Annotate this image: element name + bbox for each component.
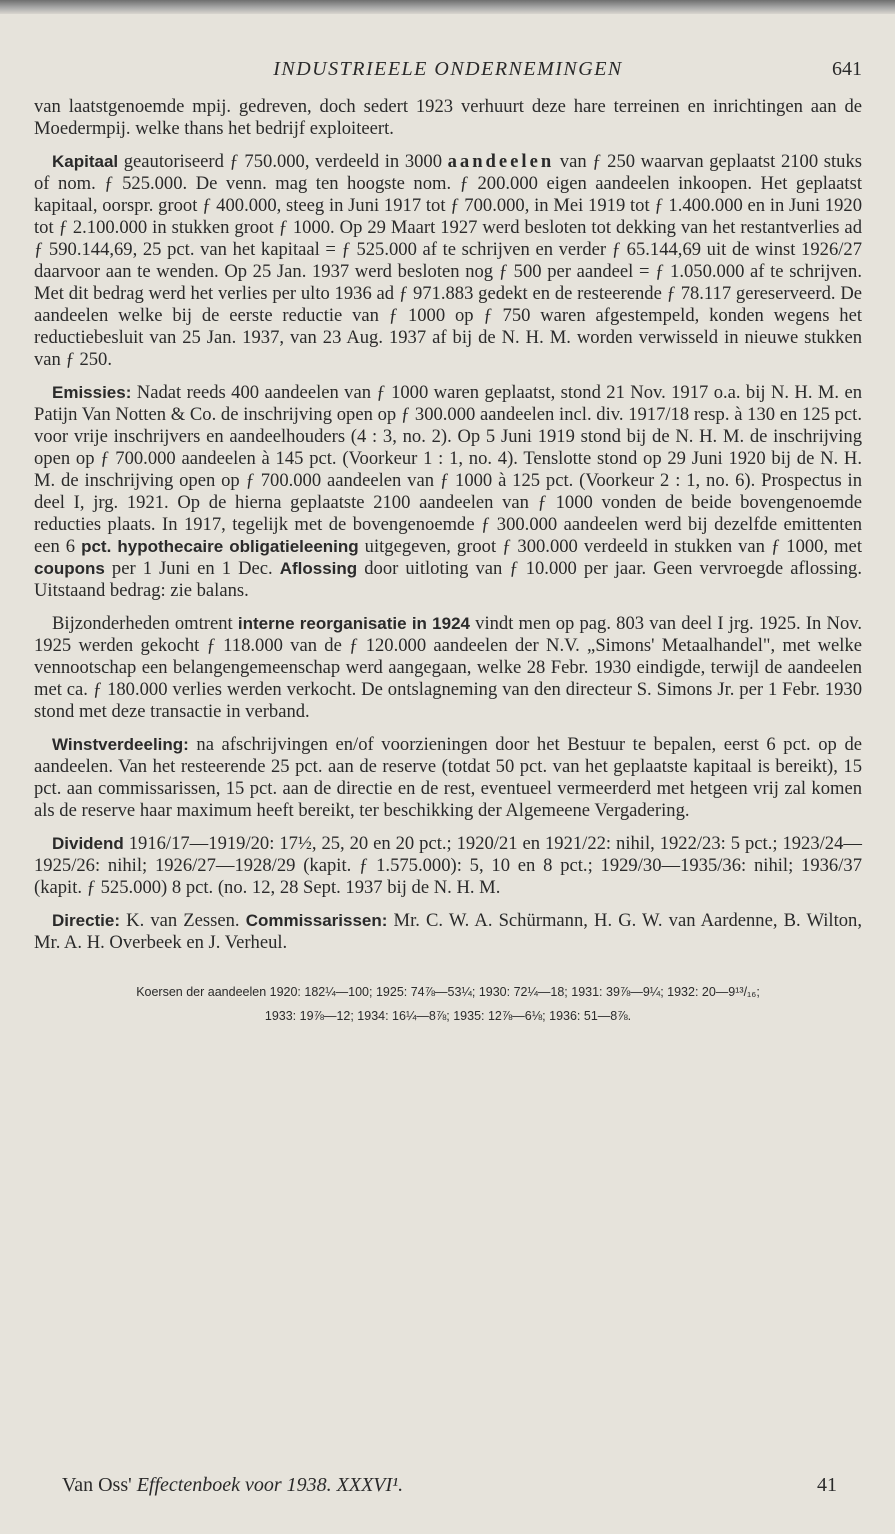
text: vindt men op pag. 803 van deel I jrg. 1925. In Nov. 1925 werden gekocht ƒ 118.000 van de ƒ 120.000 aandeelen der N.V. „Simons' Metaalhandel", met welke vennootschap een belangengemeenschap werd aangegaan, welke 28 Febr. 1930 eindigde, terwijl de aandeelen met ca. ƒ 180.000 verlies werden verkocht. De ontslagneming van den directeur S. Simons Jr. per 1 Febr. 1930 stond met deze transactie in verband. xyxy=(34,613,862,722)
text: Mr. C. W. A. Schürmann, H. G. W. van Aardenne, B. Wilton, Mr. A. H. Overbeek en J. Verheul. xyxy=(34,910,862,953)
footer-publisher: Van Oss' xyxy=(62,1474,132,1496)
term-reorganisatie: interne reorganisatie in 1924 xyxy=(237,614,470,633)
paragraph-reorganisatie xyxy=(34,613,862,723)
term-commissarissen: Commissarissen: xyxy=(245,911,388,930)
paragraph-emissies xyxy=(34,382,862,602)
running-title: INDUSTRIEELE ONDERNEMINGEN xyxy=(273,58,623,80)
koersen-line-1: Koersen der aandeelen 1920: 182¼—100; 1925: 74⅞—53¼; 1930: 72¼—18; 1931: 39⅞—9¼; 1932: 20—9¹³/₁₆; xyxy=(136,985,760,999)
text: door uitloting van ƒ 10.000 per jaar. Geen vervroegde aflossing. Uitstaand bedrag: zie balans. xyxy=(34,558,862,601)
page-number: 641 xyxy=(832,58,862,80)
text: 1916/17—1919/20: 17½, 25, 20 en 20 pct.; 1920/21 en 1921/22: nihil, 1922/23: 5 pct.; 1923/24—1925/26: nihil; 1926/27—1928/29 (kapit. ƒ 1.575.000): 5, 10 en 8 pct.; 1929/30—1935/36: nihil; 1936/37 (kapit. ƒ 525.000) 8 pct. (no. 12, 28 Sept. 1937 bij de N. H. M. xyxy=(34,833,862,898)
term-winstverdeeling: Winstverdeeling: xyxy=(52,735,189,754)
term-aflossing: Aflossing xyxy=(279,559,358,578)
paragraph-dividend xyxy=(34,833,862,899)
koersen-line-2: 1933: 19⅞—12; 1934: 16¼—8⅞; 1935: 12⅞—6⅛; 1936: 51—8⅞. xyxy=(264,1009,632,1023)
text: uitgegeven, groot ƒ 300.000 verdeeld in stukken van ƒ 1000, met xyxy=(358,536,862,557)
footer-title: Effectenboek voor 1938. XXXVI¹. xyxy=(136,1474,404,1496)
term-emissies: Emissies: xyxy=(52,383,132,402)
term-obligatieleening: pct. hypothecaire obligatieleening xyxy=(81,537,359,556)
term-kapitaal: Kapitaal xyxy=(52,152,119,171)
scan-edge-band xyxy=(0,0,895,14)
text: Nadat reeds 400 aandeelen van ƒ 1000 waren geplaatst, stond 21 Nov. 1917 o.a. bij N. H. M. en Patijn Van Notten & Co. de inschrijving open op ƒ 300.000 aandeelen incl. div. 1917/18 resp. à 130 en 125 pct. voor vrije inschrijvers en aandeelhouders (4 : 3, no. 2). Op 5 Juni 1919 stond bij de N. H. M. de inschrijving open op ƒ 700.000 aandeelen à 145 pct. (Voorkeur 1 : 1, no. 4). Tenslotte stond op 29 Juni 1920 bij de N. H. M. de inschrijving open op ƒ 700.000 aandeelen van ƒ 1000 à 125 pct. (Voorkeur 2 : 1, no. 6). Prospectus in deel I, jrg. 1921. Op de hierna geplaatste 2100 aandeelen van ƒ 1000 vonden de beide bovengenoemde reducties plaats. In 1917, tegelijk met de bovengenoemde ƒ 300.000 aandeelen werd bij dezelfde emittenten een 6 xyxy=(34,382,862,557)
text: Bijzonderheden omtrent xyxy=(52,613,238,634)
footer-publication xyxy=(62,1474,403,1497)
term-aandeelen: aandeelen xyxy=(447,151,555,172)
term-directie: Directie: xyxy=(52,911,121,930)
koersen-note xyxy=(34,980,862,1028)
term-dividend: Dividend xyxy=(52,834,124,853)
page-content xyxy=(34,58,862,1028)
text: geautoriseerd ƒ 750.000, verdeeld in 3000 xyxy=(118,151,448,172)
paragraph-directie xyxy=(34,910,862,954)
running-head xyxy=(34,58,862,92)
paragraph-winstverdeeling xyxy=(34,734,862,822)
paragraph-text: van laatstgenoemde mpij. gedreven, doch sedert 1923 verhuurt deze hare terreinen en inrichtingen aan de Moedermpij. welke thans het bedrijf exploiteert. xyxy=(34,96,862,139)
page-footer xyxy=(62,1474,837,1504)
text: van ƒ 250 waarvan geplaatst 2100 stuks of nom. ƒ 525.000. De venn. mag ten hoogste nom. ƒ 200.000 eigen aandeelen inkoopen. Het geplaatst kapitaal, oorspr. groot ƒ 400.000, steeg in Juni 1917 tot ƒ 700.000, in Mei 1919 tot ƒ 1.400.000 en in Juni 1920 tot ƒ 2.100.000 in stukken groot ƒ 1000. Op 29 Maart 1927 werd besloten tot dekking van het restantverlies ad ƒ 590.144,69, 25 pct. van het kapitaal = ƒ 525.000 af te schrijven en verder ƒ 65.144,69 uit de winst 1926/27 daarvoor aan te wenden. Op 25 Jan. 1937 werd besloten nog ƒ 500 per aandeel = ƒ 1.050.000 af te schrijven. Met dit bedrag werd het verlies per ulto 1936 ad ƒ 971.883 gedekt en de resteerende ƒ 78.117 gereserveerd. De aandeelen welke bij de eerste reductie van ƒ 1000 op ƒ 750 waren afgestempeld, konden wegens het reductiebesluit van 25 Jan. 1937, van 23 Aug. 1937 af bij de N. H. M. worden verwisseld in nieuwe stukken van ƒ 250. xyxy=(34,151,862,370)
footer-sheet-number: 41 xyxy=(817,1474,837,1496)
text: na afschrijvingen en/of voorzieningen door het Bestuur te bepalen, eerst 6 pct. op de aandeelen. Van het resteerende 25 pct. aan de reserve (totdat 50 pct. van het geplaatste kapitaal is bereikt), 15 pct. aan commissarissen, 15 pct. aan de directie en de rest, eventueel vermeerderd met hetgeen vrij zal komen als de reserve haar maximum heeft bereikt, ter beschikking der Algemeene Vergadering. xyxy=(34,734,862,821)
text: K. van Zessen. xyxy=(120,910,246,931)
paragraph-continuation xyxy=(34,96,862,140)
term-coupons: coupons xyxy=(34,559,105,578)
paragraph-kapitaal xyxy=(34,151,862,371)
text: per 1 Juni en 1 Dec. xyxy=(104,558,280,579)
